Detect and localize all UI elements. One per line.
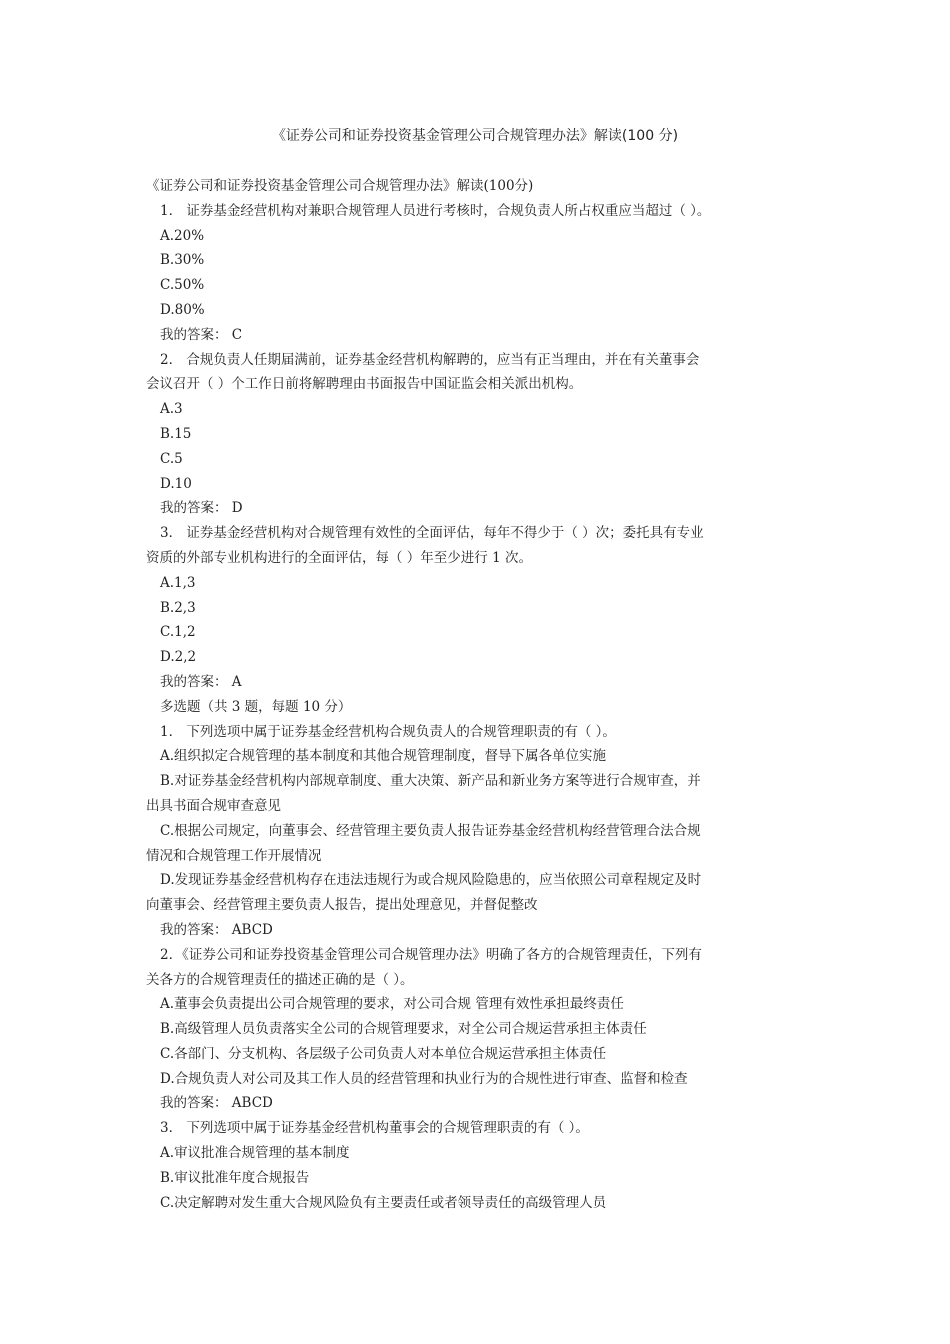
text-line: 资质的外部专业机构进行的全面评估，每（ ）年至少进行 1 次。: [146, 549, 532, 566]
text-line: C.决定解聘对发生重大合规风险负有主要责任或者领导责任的高级管理人员: [160, 1194, 607, 1211]
text-line: 多选题（共 3 题，每题 10 分）: [160, 698, 352, 715]
text-line: 1． 下列选项中属于证券基金经营机构合规负责人的合规管理职责的有（ ）。: [160, 723, 616, 740]
text-line: 出具书面合规审查意见: [146, 797, 281, 814]
text-line: 我的答案： C: [160, 326, 243, 343]
text-line: A.3: [160, 401, 183, 418]
document-body: [146, 174, 818, 1215]
text-line: 2．《证券公司和证券投资基金管理公司合规管理办法》明确了各方的合规管理责任，下列有: [160, 946, 702, 963]
text-line: 我的答案： D: [160, 500, 243, 517]
text-line: B.2,3: [160, 599, 196, 616]
text-line: 情况和合规管理工作开展情况: [146, 847, 322, 864]
text-line: B.审议批准年度合规报告: [160, 1169, 310, 1186]
text-line: D.发现证券基金经营机构存在违法违规行为或合规风险隐患的，应当依照公司章程规定及时: [160, 872, 702, 889]
text-line: 向董事会、经营管理主要负责人报告，提出处理意见，并督促整改: [146, 897, 538, 914]
text-line: 1． 证券基金经营机构对兼职合规管理人员进行考核时，合规负责人所占权重应当超过（ ）。: [160, 202, 711, 219]
text-line: C.1,2: [160, 624, 196, 641]
text-line: D.2,2: [160, 649, 197, 666]
text-line: A.董事会负责提出公司合规管理的要求，对公司合规 管理有效性承担最终责任: [160, 996, 624, 1013]
text-line: 我的答案： A: [160, 673, 242, 690]
text-line: 会议召开（ ）个工作日前将解聘理由书面报告中国证监会相关派出机构。: [146, 376, 583, 393]
text-line: A.20%: [160, 227, 205, 244]
text-line: D.10: [160, 475, 192, 492]
text-line: D.80%: [160, 301, 205, 318]
text-line: A.组织拟定合规管理的基本制度和其他合规管理制度，督导下属各单位实施: [160, 748, 607, 765]
text-line: 我的答案： ABCD: [160, 1095, 273, 1112]
document-title: 《证券公司和证券投资基金管理公司合规管理办法》解读(100 分): [271, 128, 679, 144]
text-line: 3． 下列选项中属于证券基金经营机构董事会的合规管理职责的有（ ）。: [160, 1120, 589, 1137]
text-line: C.50%: [160, 277, 205, 294]
text-line: A.1,3: [160, 574, 196, 591]
text-line: B.对证券基金经营机构内部规章制度、重大决策、新产品和新业务方案等进行合规审查，并: [160, 773, 701, 790]
text-line: A.审议批准合规管理的基本制度: [160, 1145, 350, 1162]
text-line: 3． 证券基金经营机构对合规管理有效性的全面评估，每年不得少于（ ）次；委托具有专业: [160, 525, 704, 542]
text-line: 我的答案： ABCD: [160, 921, 273, 938]
text-line: 《证券公司和证券投资基金管理公司合规管理办法》解读(100分): [146, 178, 534, 194]
text-line: C.根据公司规定，向董事会、经营管理主要负责人报告证券基金经营机构经营管理合法合规: [160, 822, 701, 839]
text-line: B.15: [160, 425, 192, 442]
text-line: C.5: [160, 450, 183, 467]
text-line: 2． 合规负责人任期届满前，证券基金经营机构解聘的，应当有正当理由，并在有关董事会: [160, 351, 700, 368]
text-line: 关各方的合规管理责任的描述正确的是（ ）。: [146, 971, 414, 988]
text-line: B.高级管理人员负责落实全公司的合规管理要求，对全公司合规运营承担主体责任: [160, 1021, 647, 1038]
text-line: D.合规负责人对公司及其工作人员的经营管理和执业行为的合规性进行审查、监督和检查: [160, 1070, 688, 1087]
text-line: C.各部门、分支机构、各层级子公司负责人对本单位合规运营承担主体责任: [160, 1045, 607, 1062]
text-line: B.30%: [160, 252, 205, 269]
